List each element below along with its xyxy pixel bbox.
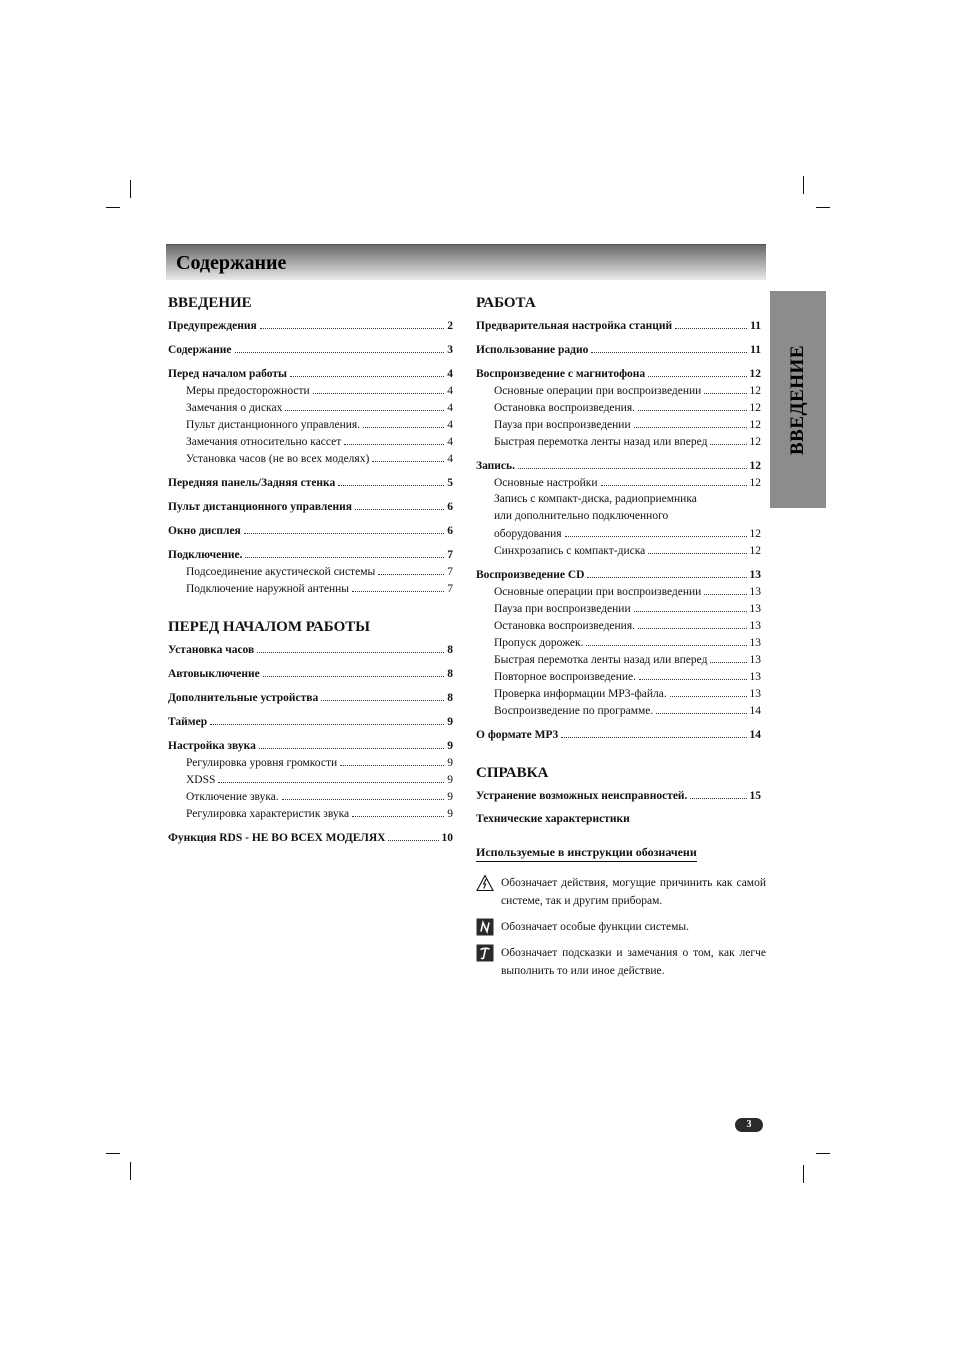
toc-page-number: 4 [447, 419, 453, 431]
toc-subentry [168, 771, 453, 788]
toc-subentry [476, 651, 761, 668]
toc-entry-label: Пауза при воспроизведении [494, 603, 631, 615]
toc-entry-label: Установка часов [168, 644, 255, 656]
crop-mark [130, 180, 131, 198]
toc-page-number: 15 [749, 790, 761, 802]
toc-page-number: 8 [447, 692, 453, 704]
toc-page-number: 10 [441, 832, 453, 844]
toc-entry-label: Пауза при воспроизведении [494, 419, 631, 431]
dot-leader [263, 665, 444, 677]
toc-entry-label: Быстрая перемотка ленты назад или вперед [494, 436, 708, 448]
toc-subentry [168, 563, 453, 580]
toc-page-number: 13 [749, 688, 761, 700]
toc-entry [168, 317, 453, 334]
crop-mark [803, 1165, 804, 1183]
legend-item [476, 874, 766, 910]
toc-page-number: 4 [447, 368, 453, 380]
toc-entry-label: Функция RDS - НЕ ВО ВСЕХ МОДЕЛЯХ [168, 832, 386, 844]
toc-page-number: 12 [749, 477, 761, 489]
toc-left-column [168, 293, 453, 846]
legend-text: Обозначает подсказки и замечания о том, как легче выполнить то или иное действие. [501, 947, 766, 977]
dot-leader [561, 726, 746, 738]
toc-page-number: 11 [750, 320, 761, 332]
toc-subentry [168, 433, 453, 450]
toc-page-number: 8 [447, 644, 453, 656]
toc-entry [168, 365, 453, 382]
toc-page-number: 12 [749, 402, 761, 414]
dot-leader [352, 805, 444, 817]
toc-entry-label: Замечания относительно кассет [186, 436, 342, 448]
toc-entry-label: Повторное воспроизведение. [494, 671, 636, 683]
dot-leader [340, 754, 444, 766]
section-gap [476, 743, 761, 763]
toc-subentry [168, 788, 453, 805]
dot-leader [710, 651, 746, 663]
toc-section-title: СПРАВКА [476, 765, 549, 781]
toc-entry [476, 365, 761, 382]
toc-entry-label: Проверка информации MP3-файла. [494, 688, 667, 700]
toc-page-number: 3 [447, 344, 453, 356]
toc-entry-label: Подключение наружной антенны [186, 583, 349, 595]
toc-page-number: 12 [749, 368, 761, 380]
page-title: Содержание [176, 252, 287, 274]
symbols-legend [476, 843, 766, 988]
toc-entry-label: Основные операции при воспроизведении [494, 385, 702, 397]
dot-leader [670, 685, 747, 697]
crop-mark [106, 207, 120, 208]
toc-entry-label: Регулировка характеристик звука [186, 808, 350, 820]
toc-section-title: ПЕРЕД НАЧАЛОМ РАБОТЫ [168, 619, 371, 635]
toc-entry-label: Подключение. [168, 549, 243, 561]
toc-entry-label: XDSS [186, 774, 216, 786]
toc-subentry [476, 416, 761, 433]
toc-entry [476, 787, 761, 804]
toc-entry-label: Окно дисплея [168, 525, 241, 537]
toc-subentry [476, 508, 761, 525]
toc-entry-label: Основные операции при воспроизведении [494, 586, 702, 598]
dot-leader [587, 566, 746, 578]
toc-subentry [476, 433, 761, 450]
toc-page-number: 11 [750, 344, 761, 356]
toc-entry-label: Запись. [476, 460, 515, 472]
toc-subentry [476, 542, 761, 559]
toc-subentry [168, 805, 453, 822]
dot-leader [285, 399, 444, 411]
toc-page-number: 14 [749, 705, 761, 717]
side-tab-label: ВВЕДЕНИЕ [787, 344, 808, 455]
toc-entry-label: Синхрозапись с компакт-диска [494, 545, 646, 557]
dot-leader [690, 787, 746, 799]
crop-mark [130, 1162, 131, 1180]
toc-section-title: РАБОТА [476, 295, 536, 311]
legend-item [476, 918, 766, 936]
dot-leader [244, 522, 444, 534]
warning-triangle-icon [476, 874, 494, 892]
toc-subentry [168, 399, 453, 416]
dot-leader [378, 563, 444, 575]
crop-mark [106, 1153, 120, 1154]
toc-entry [168, 498, 453, 515]
dot-leader [591, 341, 747, 353]
toc-subentry [476, 685, 761, 702]
dot-leader [648, 365, 746, 377]
dot-leader [518, 457, 747, 469]
toc-entry [168, 665, 453, 682]
toc-page-number: 6 [447, 501, 453, 513]
toc-page-number: 4 [447, 453, 453, 465]
toc-page-number: 13 [749, 569, 761, 581]
toc-page-number: 13 [749, 603, 761, 615]
legend-item [476, 944, 766, 980]
toc-entry-label: Перед началом работы [168, 368, 288, 380]
toc-entry [476, 341, 761, 358]
crop-mark [816, 207, 830, 208]
dot-leader [565, 525, 747, 537]
dot-leader [372, 450, 444, 462]
dot-leader [704, 583, 746, 595]
toc-entry-label: Пропуск дорожек. [494, 637, 584, 649]
toc-page-number: 12 [749, 545, 761, 557]
dot-leader [355, 498, 444, 510]
toc-entry [168, 474, 453, 491]
toc-page-number: 5 [447, 477, 453, 489]
toc-subentry [476, 474, 761, 491]
contents-header-bar [166, 244, 766, 280]
dot-leader [388, 829, 438, 841]
dot-leader [639, 668, 747, 680]
dot-leader [634, 416, 747, 428]
tip-icon [476, 944, 494, 962]
crop-mark [803, 176, 804, 194]
dot-leader [648, 542, 746, 554]
toc-entry-label: Быстрая перемотка ленты назад или вперед [494, 654, 708, 666]
toc-page-number: 7 [447, 549, 453, 561]
dot-leader [586, 634, 746, 646]
toc-entry-label: Замечания о дисках [186, 402, 283, 414]
toc-entry [476, 726, 761, 743]
toc-entry-label: Пульт дистанционного управления. [186, 419, 361, 431]
toc-entry-label: Содержание [168, 344, 232, 356]
toc-entry [476, 566, 761, 583]
toc-entry [168, 641, 453, 658]
toc-entry-label: Предупреждения [168, 320, 257, 332]
toc-entry-label: Воспроизведение CD [476, 569, 585, 581]
toc-subentry [476, 668, 761, 685]
toc-right-column [476, 293, 761, 828]
dot-leader [656, 702, 746, 714]
toc-entry-label: или дополнительно подключенного [494, 510, 669, 522]
toc-page-number: 13 [749, 654, 761, 666]
special-function-icon [476, 918, 494, 936]
toc-subentry [168, 450, 453, 467]
legend-text: Обозначает особые функции системы. [501, 921, 689, 933]
toc-page-number: 4 [447, 402, 453, 414]
toc-page-number: 13 [749, 620, 761, 632]
toc-subentry [476, 399, 761, 416]
toc-subentry [168, 580, 453, 597]
toc-entry-label: Запись с компакт-диска, радиоприемника [494, 493, 697, 505]
toc-entry-label: Воспроизведение по программе. [494, 705, 654, 717]
toc-subentry [168, 382, 453, 399]
toc-subentry [476, 617, 761, 634]
toc-entry [168, 546, 453, 563]
dot-leader [344, 433, 444, 445]
toc-entry [476, 811, 761, 828]
dot-leader [235, 341, 445, 353]
toc-page-number: 14 [749, 729, 761, 741]
toc-page-number: 7 [447, 583, 453, 595]
dot-leader [290, 365, 444, 377]
toc-subentry [168, 754, 453, 771]
toc-page-number: 12 [749, 528, 761, 540]
dot-leader [352, 580, 444, 592]
toc-page-number: 13 [749, 586, 761, 598]
section-gap [168, 597, 453, 617]
dot-leader [245, 546, 444, 558]
toc-subentry [476, 491, 761, 508]
toc-page-number: 12 [749, 385, 761, 397]
toc-entry-label: Передняя панель/Задняя стенка [168, 477, 336, 489]
toc-entry-label: Устранение возможных неисправностей. [476, 790, 688, 802]
toc-entry-label: Технические характеристики [476, 813, 630, 825]
toc-entry [168, 522, 453, 539]
toc-entry-label: оборудования [494, 528, 562, 540]
toc-entry-label: Регулировка уровня громкости [186, 757, 338, 769]
dot-leader [638, 399, 747, 411]
toc-page-number: 4 [447, 436, 453, 448]
toc-page-number: 4 [447, 385, 453, 397]
toc-page-number: 12 [749, 460, 761, 472]
toc-entry-label: Меры предосторожности [186, 385, 310, 397]
dot-leader [218, 771, 444, 783]
toc-entry-label: Остановка воспроизведения. [494, 402, 635, 414]
toc-entry-label: Автовыключение [168, 668, 260, 680]
toc-page-number: 2 [447, 320, 453, 332]
dot-leader [321, 689, 444, 701]
toc-page-number: 13 [749, 671, 761, 683]
toc-entry-label: Отключение звука. [186, 791, 279, 803]
toc-entry [476, 317, 761, 334]
toc-entry-label: Установка часов (не во всех моделях) [186, 453, 370, 465]
dot-leader [313, 382, 445, 394]
toc-subentry [476, 702, 761, 719]
toc-page-number: 12 [749, 436, 761, 448]
toc-entry [476, 457, 761, 474]
toc-entry-label: Настройка звука [168, 740, 256, 752]
toc-entry-label: Предварительная настройка станций [476, 320, 673, 332]
toc-subentry [476, 382, 761, 399]
toc-page-number: 12 [749, 419, 761, 431]
toc-page-number: 9 [447, 740, 453, 752]
crop-mark [816, 1153, 830, 1154]
toc-entry-label: Использование радио [476, 344, 589, 356]
toc-page-number: 9 [447, 757, 453, 769]
toc-page-number: 8 [447, 668, 453, 680]
legend-text: Обозначает действия, могущие причинить как самой системе, так и другим приборам. [501, 877, 766, 907]
dot-leader [704, 382, 746, 394]
page-number-badge: 3 [735, 1118, 763, 1132]
dot-leader [259, 737, 444, 749]
toc-page-number: 9 [447, 791, 453, 803]
toc-entry [168, 737, 453, 754]
dot-leader [282, 788, 445, 800]
toc-subentry [476, 583, 761, 600]
legend-title: Используемые в инструкции обозначени [476, 845, 697, 862]
toc-page-number: 6 [447, 525, 453, 537]
toc-page-number: 9 [447, 808, 453, 820]
toc-page-number: 7 [447, 566, 453, 578]
toc-entry-label: Таймер [168, 716, 208, 728]
toc-subentry [476, 600, 761, 617]
toc-entry-label: Остановка воспроизведения. [494, 620, 635, 632]
toc-entry [168, 341, 453, 358]
section-side-tab [770, 291, 826, 508]
toc-entry-label: Пульт дистанционного управления [168, 501, 352, 513]
toc-page-number: 9 [447, 716, 453, 728]
toc-entry [168, 713, 453, 730]
toc-entry-label: О формате MP3 [476, 729, 559, 741]
dot-leader [638, 617, 747, 629]
dot-leader [257, 641, 444, 653]
dot-leader [363, 416, 444, 428]
toc-page-number: 9 [447, 774, 453, 786]
toc-entry [168, 689, 453, 706]
toc-entry-label: Дополнительные устройства [168, 692, 319, 704]
dot-leader [210, 713, 444, 725]
dot-leader [675, 317, 747, 329]
dot-leader [338, 474, 444, 486]
toc-page-number: 13 [749, 637, 761, 649]
toc-section-title: ВВЕДЕНИЕ [168, 295, 252, 311]
toc-entry [168, 829, 453, 846]
dot-leader [260, 317, 445, 329]
toc-entry-label: Основные настройки [494, 477, 598, 489]
toc-subentry [168, 416, 453, 433]
dot-leader [710, 433, 746, 445]
dot-leader [634, 600, 747, 612]
toc-entry-label: Воспроизведение с магнитофона [476, 368, 646, 380]
toc-entry-label: Подсоединение акустической системы [186, 566, 376, 578]
dot-leader [601, 474, 747, 486]
toc-subentry [476, 525, 761, 542]
toc-subentry [476, 634, 761, 651]
